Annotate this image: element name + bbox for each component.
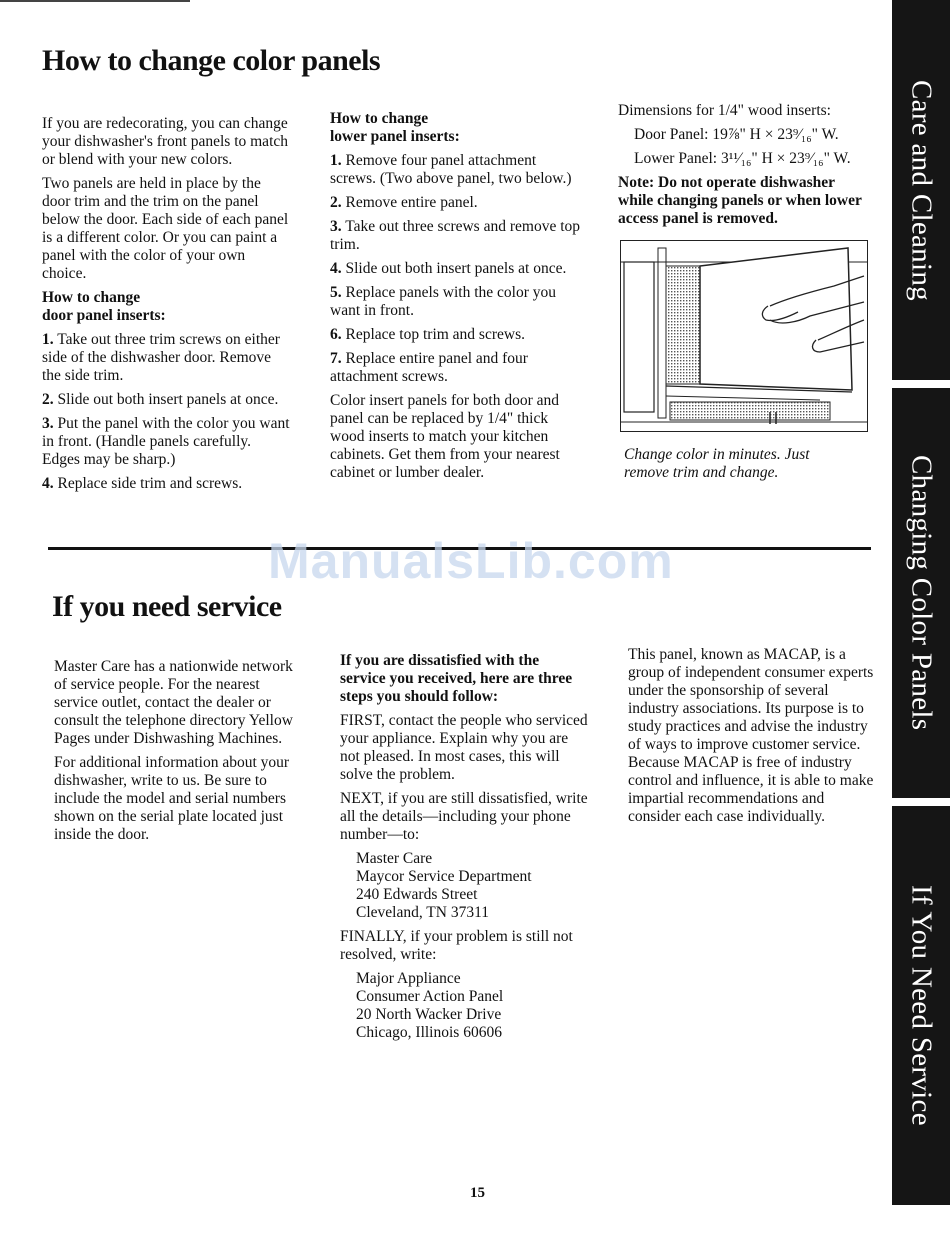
dishwasher-panel-illustration: [620, 240, 868, 432]
service-column-2: [340, 652, 588, 1048]
paragraph-wood-inserts: Color insert panels for both door and panel can be replaced by 1/4" thick wood inserts to match your kitchen cabinets. Get them from your nearest cabinet or lumber dealer.: [330, 392, 560, 481]
paragraph: For additional information about your dishwasher, write to us. Be sure to include the model and serial numbers shown on the serial plate located just inside the door.: [54, 754, 290, 843]
paragraph-finally: FINALLY, if your problem is still not resolved, write:: [340, 928, 573, 963]
step-item: 2. Slide out both insert panels at once.: [42, 391, 279, 408]
subheading-door-panel-inserts: How to change door panel inserts:: [42, 289, 166, 324]
step-item: 7. Replace entire panel and four attachment screws.: [330, 350, 528, 385]
subheading-dissatisfied: If you are dissatisfied with the service you received, here are three steps you should follow:: [340, 652, 573, 705]
section-title-service: If you need service: [52, 590, 282, 623]
paragraph: Master Care has a nationwide network of service people. For the nearest service outlet, contact the dealer or consult the telephone directory Yellow Pages under Dishwashing Machines.: [54, 658, 293, 747]
step-item: 2. Remove entire panel.: [330, 194, 478, 211]
step-item: 5. Replace panels with the color you want in front.: [330, 284, 556, 319]
subheading-lower-panel-inserts: How to change lower panel inserts:: [330, 110, 460, 145]
address-master-care: Master Care Maycor Service Department 240 Edwards Street Cleveland, TN 37311: [356, 850, 532, 921]
top-rule: [0, 0, 190, 2]
step-item: 3. Take out three screws and remove top trim.: [330, 218, 581, 253]
section-title-color-panels: How to change color panels: [42, 44, 381, 77]
section-tabs: [892, 0, 950, 1205]
tab-if-you-need-service[interactable]: If You Need Service: [892, 806, 950, 1205]
step-item: 1. Remove four panel attachment screws. (Two above panel, two below.): [330, 152, 572, 187]
tab-care-and-cleaning[interactable]: Care and Cleaning: [892, 0, 950, 380]
paragraph: If you are redecorating, you can change your dishwasher's front panels to match or blend with your new colors.: [42, 115, 289, 168]
color-panels-column-1: [42, 115, 292, 499]
tab-changing-color-panels[interactable]: Changing Color Panels: [892, 388, 950, 798]
color-panels-column-2: [330, 110, 585, 488]
watermark: ManualsLib.com: [268, 533, 674, 589]
step-item: 1. Take out three trim screws on either side of the dishwasher door. Remove the side trim.: [42, 331, 280, 384]
paragraph-macap: This panel, known as MACAP, is a group of independent consumer experts under the sponsorship of several industry associations. Its purpose is to study practices and advise the industry of ways to improve customer service. Because MACAP is free of industry control and influence, it is able to make impartial recommendations and consider each case individually.: [628, 646, 874, 825]
color-panels-column-3: [618, 102, 868, 234]
service-column-1: [54, 658, 304, 850]
paragraph-first: FIRST, contact the people who serviced your appliance. Explain why you are not pleased. In most cases, this will solve the problem.: [340, 712, 588, 783]
figure-caption: Change color in minutes. Just remove trim and change.: [624, 446, 810, 481]
address-macap: Major Appliance Consumer Action Panel 20 North Wacker Drive Chicago, Illinois 60606: [356, 970, 504, 1041]
step-item: 3. Put the panel with the color you want in front. (Handle panels carefully. Edges may be sharp.): [42, 415, 290, 468]
step-item: 6. Replace top trim and screws.: [330, 326, 525, 343]
lower-panel-dimensions: Lower Panel: 3¹¹⁄₁₆" H × 23⁹⁄₁₆" W.: [634, 150, 851, 167]
paragraph: Two panels are held in place by the door trim and the trim on the panel below the door. Each side of each panel is a different color. Or you can paint a panel with the color of your own choice.: [42, 175, 289, 282]
paragraph-next: NEXT, if you are still dissatisfied, write all the details—including your phone number—to:: [340, 790, 588, 843]
step-item: 4. Replace side trim and screws.: [42, 475, 243, 492]
dimensions-title: Dimensions for 1/4" wood inserts:: [618, 102, 831, 119]
step-item: 4. Slide out both insert panels at once.: [330, 260, 567, 277]
panel-change-drawing: [620, 240, 868, 432]
page-number: 15: [470, 1185, 485, 1201]
safety-note: Note: Do not operate dishwasher while changing panels or when lower access panel is removed.: [618, 174, 862, 227]
service-column-3: [628, 646, 878, 832]
door-panel-dimensions: Door Panel: 19⅞" H × 23⁹⁄₁₆" W.: [634, 126, 839, 143]
